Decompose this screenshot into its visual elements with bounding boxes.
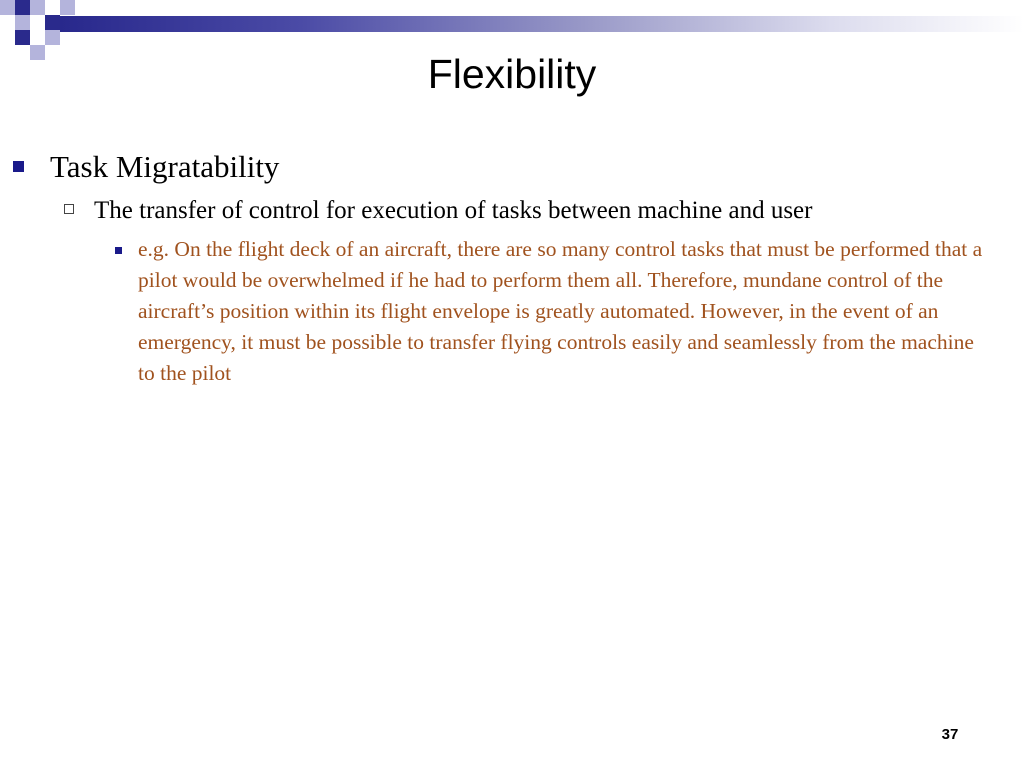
bullet-level1: Task Migratability bbox=[50, 149, 280, 184]
bullet-level3: e.g. On the flight deck of an aircraft, there are so many control tasks that must be performed that a pilot would be overwhelmed if he had to perform them all. Therefore, mundane control of the aircraft’s position within its flight envelope is greatly automated. However, in the event of an emergency, it must be possible to transfer flying controls easily and seamlessly from the machine to the pilot bbox=[138, 237, 983, 385]
page-number: 37 bbox=[941, 726, 959, 743]
hollow-square-bullet-icon bbox=[64, 204, 74, 214]
bullet-level2: The transfer of control for execution of tasks between machine and user bbox=[94, 197, 813, 224]
filled-square-bullet-icon bbox=[13, 161, 24, 172]
slide-title: Flexibility bbox=[427, 51, 597, 97]
small-square-bullet-icon bbox=[115, 247, 122, 254]
